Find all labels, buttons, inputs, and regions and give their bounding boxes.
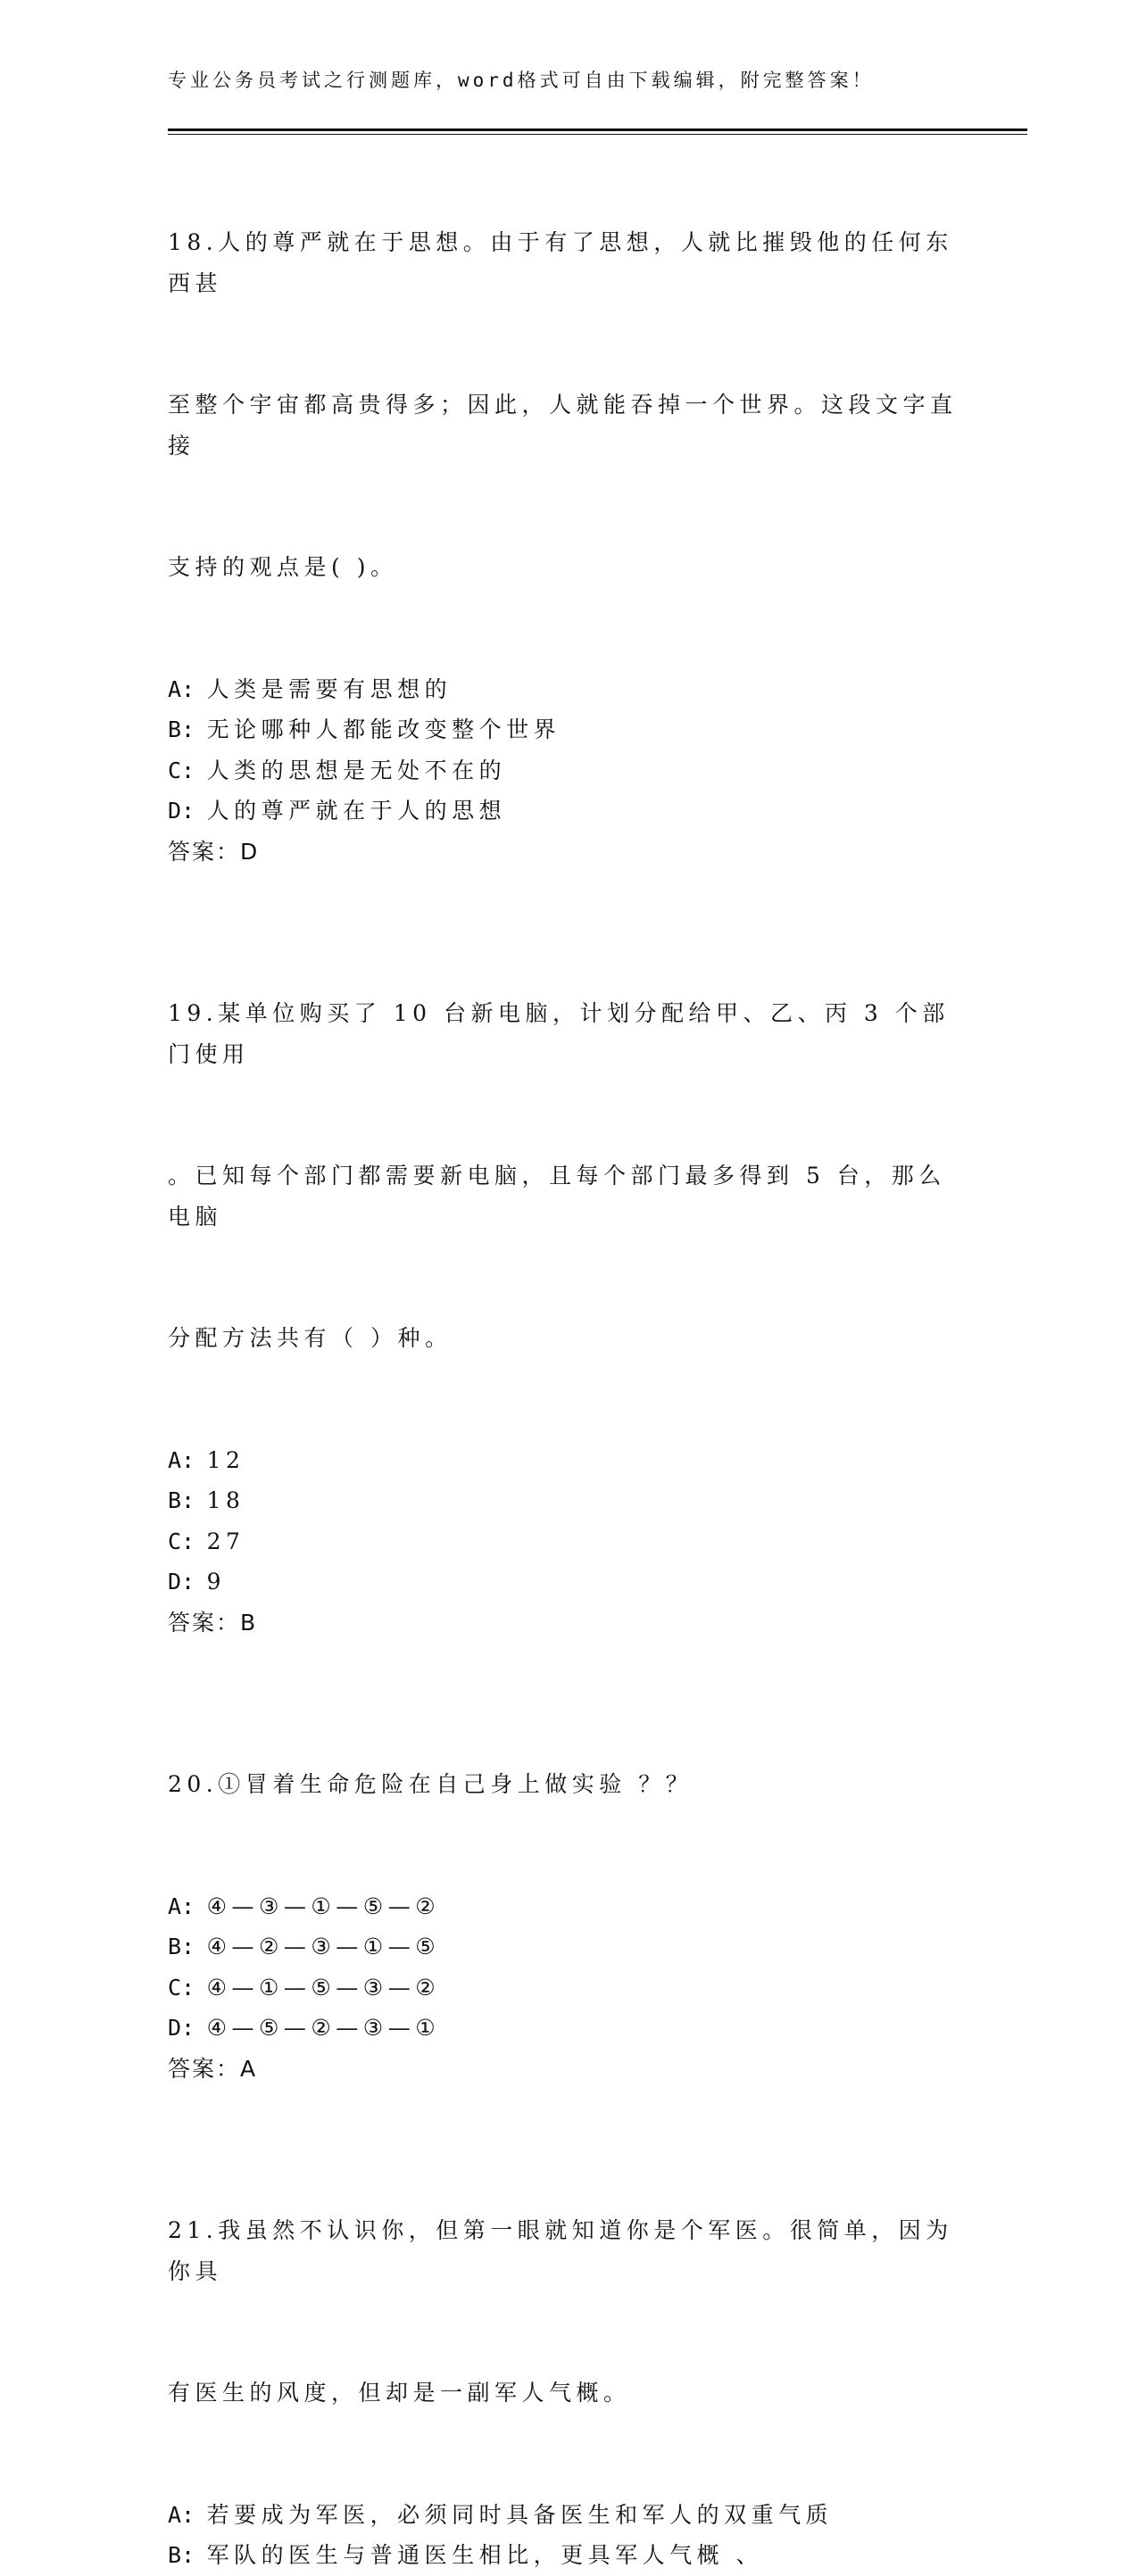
stem-line: 支持的观点是( )。 bbox=[168, 554, 398, 580]
stem-line: 分配方法共有（ ）种。 bbox=[168, 1325, 453, 1351]
question-list bbox=[168, 141, 971, 2576]
stem-line: 有医生的风度，但却是一副军人气概。 bbox=[168, 2380, 631, 2406]
option-d bbox=[168, 791, 971, 832]
option-text: 无论哪种人都能改变整个世界 bbox=[206, 716, 561, 742]
option-c bbox=[168, 1967, 971, 2009]
option-letter: C: bbox=[168, 1974, 195, 2000]
option-d bbox=[168, 2008, 971, 2049]
spacer bbox=[168, 1643, 971, 1683]
option-text: 军队的医生与普通医生相比，更具军人气概 、 bbox=[206, 2542, 764, 2568]
question-18 bbox=[168, 141, 971, 872]
spacer bbox=[168, 2089, 971, 2129]
question-21 bbox=[168, 2129, 971, 2576]
option-letter: D: bbox=[168, 1569, 195, 1594]
question-19 bbox=[168, 912, 971, 1643]
page-header: 专业公务员考试之行测题库，word格式可自由下载编辑，附完整答案！ bbox=[168, 70, 875, 91]
option-letter: A: bbox=[168, 1446, 195, 1473]
option-text: 人类是需要有思想的 bbox=[206, 675, 453, 702]
option-letter: A: bbox=[168, 1893, 195, 1919]
stem-line: 20.①冒着生命危险在自己身上做实验 ？？ bbox=[168, 1771, 694, 1797]
option-a bbox=[168, 1886, 971, 1927]
option-letter: D: bbox=[168, 798, 195, 824]
option-letter: C: bbox=[168, 1528, 195, 1554]
option-b bbox=[168, 1480, 971, 1521]
option-text: 18 bbox=[206, 1487, 245, 1513]
question-stem bbox=[168, 912, 971, 1440]
question-20 bbox=[168, 1683, 971, 2089]
option-text: ④—②—③—①—⑤ bbox=[206, 1934, 441, 1959]
option-a bbox=[168, 1440, 971, 1481]
option-letter: B: bbox=[168, 1487, 195, 1513]
question-stem bbox=[168, 141, 971, 669]
spacer bbox=[168, 872, 971, 912]
stem-line: 21.我虽然不认识你，但第一眼就知道你是个军医。很简单，因为你具 bbox=[168, 2217, 953, 2284]
option-text: ④—①—⑤—③—② bbox=[206, 1974, 441, 2000]
answer: 答案：B bbox=[168, 1609, 258, 1636]
option-a bbox=[168, 2495, 971, 2536]
option-b bbox=[168, 2535, 971, 2576]
option-c bbox=[168, 750, 971, 791]
question-stem bbox=[168, 1683, 971, 1886]
option-a bbox=[168, 669, 971, 710]
answer: 答案：A bbox=[168, 2055, 258, 2082]
answer: 答案：D bbox=[168, 838, 260, 865]
question-stem bbox=[168, 2129, 971, 2495]
stem-line: 至整个宇宙都高贵得多；因此，人就能吞掉一个世界。这段文字直接 bbox=[168, 392, 958, 459]
option-text: 人类的思想是无处不在的 bbox=[206, 757, 507, 783]
option-letter: A: bbox=[168, 675, 195, 702]
option-text: 9 bbox=[206, 1569, 226, 1594]
stem-line: 19.某单位购买了 10 台新电脑，计划分配给甲、乙、丙 3 个部门使用 bbox=[168, 1000, 950, 1067]
header-rule-thick bbox=[168, 128, 1027, 131]
option-b bbox=[168, 1926, 971, 1967]
option-letter: C: bbox=[168, 757, 195, 783]
option-letter: B: bbox=[168, 1934, 195, 1959]
option-text: ④—⑤—②—③—① bbox=[206, 2015, 441, 2041]
option-letter: D: bbox=[168, 2015, 195, 2041]
option-text: 12 bbox=[206, 1446, 245, 1473]
stem-line: 。已知每个部门都需要新电脑，且每个部门最多得到 5 台，那么电脑 bbox=[168, 1163, 946, 1230]
option-text: 人的尊严就在于人的思想 bbox=[206, 798, 507, 824]
option-text: ④—③—①—⑤—② bbox=[206, 1893, 441, 1919]
stem-line: 18.人的尊严就在于思想。由于有了思想，人就比摧毁他的任何东西甚 bbox=[168, 229, 953, 296]
option-c bbox=[168, 1521, 971, 1562]
option-text: 27 bbox=[206, 1528, 245, 1554]
option-text: 若要成为军医，必须同时具备医生和军人的双重气质 bbox=[206, 2501, 834, 2528]
header-rule-thin bbox=[168, 134, 1027, 135]
option-letter: B: bbox=[168, 716, 195, 742]
option-b bbox=[168, 709, 971, 750]
option-letter: A: bbox=[168, 2501, 195, 2528]
option-letter: B: bbox=[168, 2542, 195, 2568]
option-d bbox=[168, 1561, 971, 1603]
